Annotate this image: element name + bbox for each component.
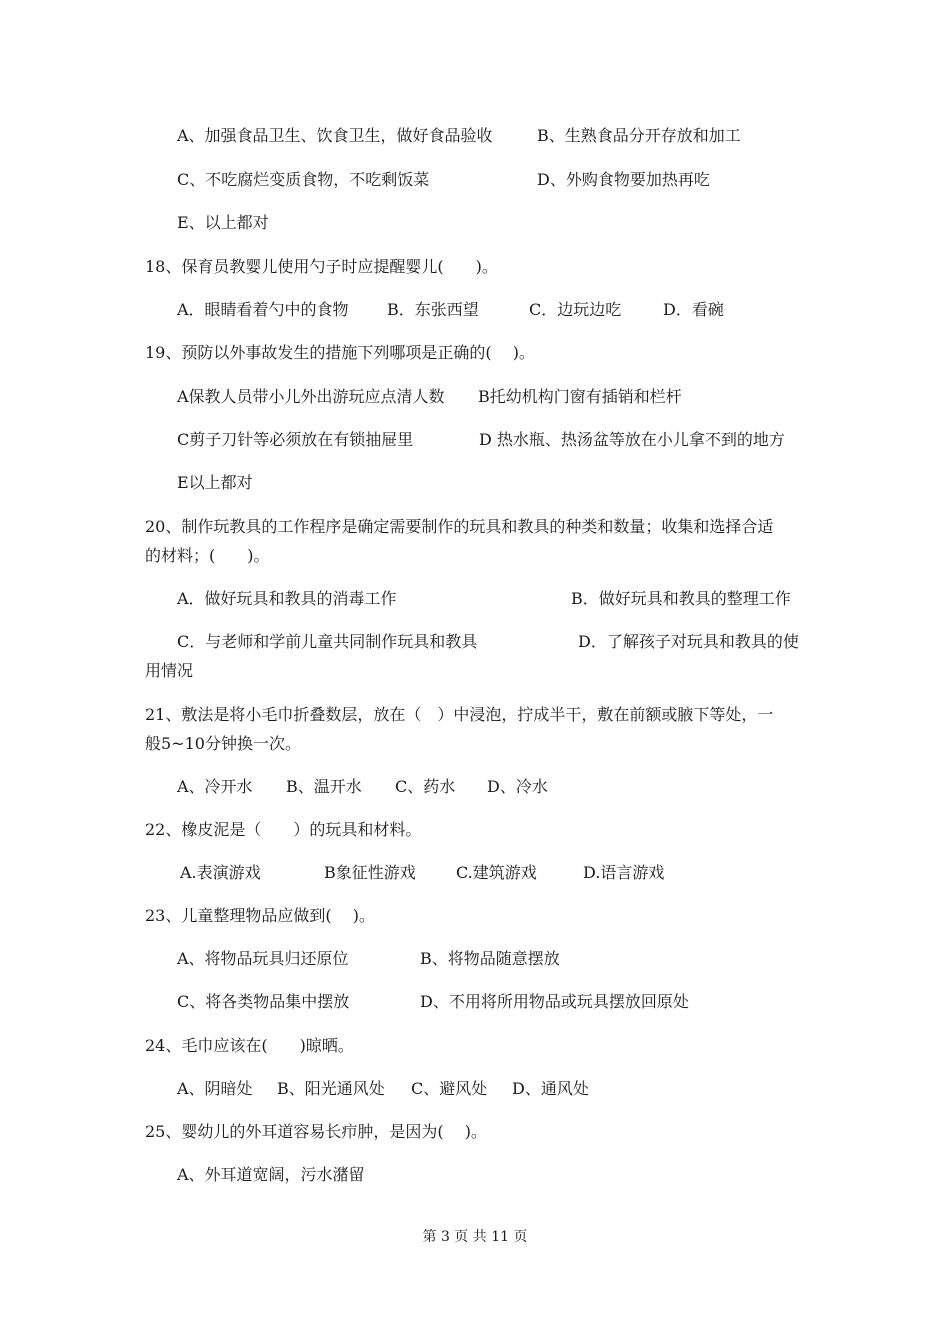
q19-option-e: E以上都对 (177, 473, 253, 492)
q24-stem: 24、毛巾应该在( )晾晒。 (145, 1036, 354, 1055)
q21-stem-line1: 21、敷法是将小毛巾折叠数层，放在（ ）中浸泡，拧成半干，敷在前额或腋下等处，一 (145, 705, 774, 724)
q17-option-b: B、生熟食品分开存放和加工 (537, 126, 741, 145)
q20-option-d: D．了解孩子对玩具和教具的使 (578, 632, 799, 651)
q20-option-c: C．与老师和学前儿童共同制作玩具和教具 (177, 632, 478, 651)
q18-stem: 18、保育员教婴儿使用勺子时应提醒婴儿( )。 (145, 257, 498, 276)
q24-option-a: A、阴暗处 (177, 1079, 253, 1098)
q22-option-a: A.表演游戏 (180, 863, 261, 882)
q18-option-b: B．东张西望 (387, 300, 479, 319)
q22-option-c: C.建筑游戏 (456, 863, 537, 882)
q18-option-c: C．边玩边吃 (529, 300, 622, 319)
page-number-footer: 第 3 页 共 11 页 (422, 1229, 528, 1245)
q18-option-a: A．眼睛看着勺中的食物 (177, 300, 349, 319)
q25-stem: 25、婴幼儿的外耳道容易长疖肿，是因为( )。 (145, 1122, 487, 1141)
q21-option-a: A、冷开水 (177, 777, 253, 796)
q23-option-c: C、将各类物品集中摆放 (177, 992, 350, 1011)
q20-option-a: A．做好玩具和教具的消毒工作 (177, 589, 397, 608)
q23-stem: 23、儿童整理物品应做到( )。 (145, 906, 375, 925)
q24-option-c: C、避风处 (411, 1079, 488, 1098)
q22-option-d: D.语言游戏 (583, 863, 665, 882)
q19-option-c: C剪子刀针等必须放在有锁抽屉里 (177, 430, 414, 449)
q19-option-b: B托幼机构门窗有插销和栏杆 (478, 387, 682, 406)
q17-option-e: E、以上都对 (177, 213, 269, 232)
q21-option-c: C、药水 (395, 777, 456, 796)
q23-option-b: B、将物品随意摆放 (420, 949, 560, 968)
q21-option-b: B、温开水 (286, 777, 362, 796)
q20-stem-line2: 的材料；( )。 (145, 546, 270, 565)
q21-option-d: D、冷水 (487, 777, 548, 796)
q25-option-a: A、外耳道宽阔，污水潴留 (177, 1165, 365, 1184)
q19-option-a: A保教人员带小儿外出游玩应点清人数 (177, 387, 445, 406)
q17-option-c: C、不吃腐烂变质食物，不吃剩饭菜 (177, 170, 430, 189)
q17-option-a: A、加强食品卫生、饮食卫生，做好食品验收 (177, 126, 493, 145)
q22-stem: 22、橡皮泥是（ ）的玩具和材料。 (145, 820, 422, 839)
q24-option-d: D、通风处 (512, 1079, 589, 1098)
q18-option-d: D．看碗 (663, 300, 724, 319)
q23-option-d: D、不用将所用物品或玩具摆放回原处 (420, 992, 689, 1011)
q20-option-b: B．做好玩具和教具的整理工作 (571, 589, 791, 608)
q19-option-d: D 热水瓶、热汤盆等放在小儿拿不到的地方 (479, 430, 785, 449)
q22-option-b: B象征性游戏 (324, 863, 416, 882)
q24-option-b: B、阳光通风处 (277, 1079, 385, 1098)
q17-option-d: D、外购食物要加热再吃 (537, 170, 710, 189)
q20-stem-line1: 20、制作玩教具的工作程序是确定需要制作的玩具和教具的种类和数量；收集和选择合适 (145, 517, 774, 536)
q21-stem-line2: 般5~10分钟换一次。 (145, 734, 301, 753)
q23-option-a: A、将物品玩具归还原位 (177, 949, 349, 968)
q19-stem: 19、预防以外事故发生的措施下列哪项是正确的( )。 (145, 343, 535, 362)
q20-option-d-continued: 用情况 (145, 661, 194, 680)
